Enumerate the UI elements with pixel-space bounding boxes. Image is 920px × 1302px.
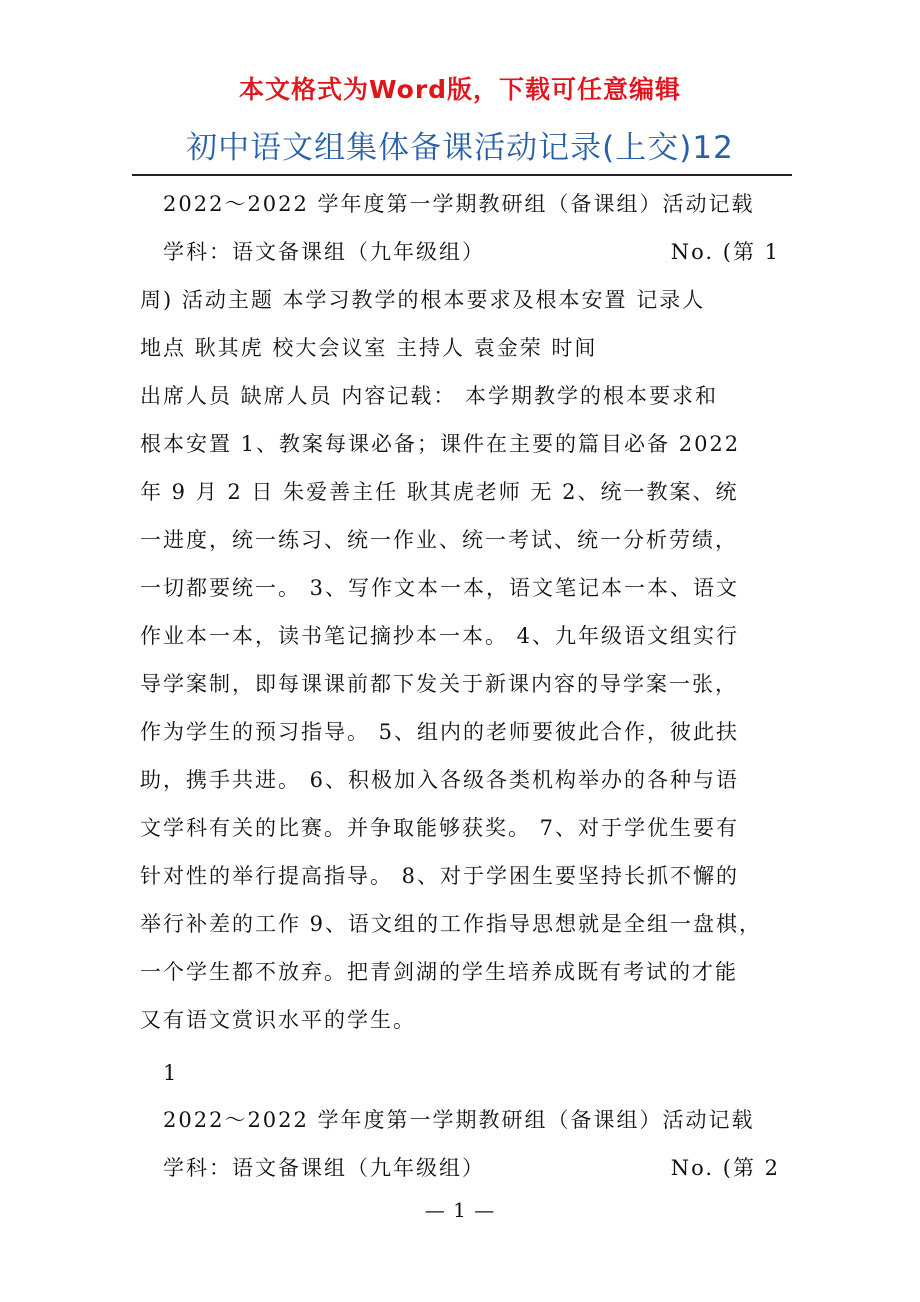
body-line: 导学案制，即每课课前都下发关于新课内容的导学案一张， xyxy=(140,672,738,696)
record2-number: No. (第 2 xyxy=(670,1156,780,1180)
page-mark: 1 xyxy=(163,1061,179,1085)
body-line: 文学科有关的比赛。并争取能够获奖。 7、对于学优生要有 xyxy=(140,816,740,840)
record1-subject: 学科：语文备课组（九年级组） xyxy=(163,240,485,264)
body-line: 地点 耿其虎 校大会议室 主持人 袁金荣 时间 xyxy=(140,336,598,360)
body-line: 作业本一本，读书笔记摘抄本一本。 4、九年级语文组实行 xyxy=(140,624,740,648)
record2-subject: 学科：语文备课组（九年级组） xyxy=(163,1156,485,1180)
record2-subject-row xyxy=(163,1153,780,1183)
body-line: 年 9 月 2 日 朱爱善主任 耿其虎老师 无 2、统一教案、统 xyxy=(140,480,739,504)
record2-heading: 2022～2022 学年度第一学期教研组（备课组）活动记载 xyxy=(163,1108,755,1132)
body-line: 出席人员 缺席人员 内容记载： 本学期教学的根本要求和 xyxy=(140,384,719,408)
download-banner: 本文格式为Word版，下载可任意编辑 xyxy=(238,75,682,104)
page-footer: — 1 — xyxy=(424,1198,496,1222)
record1-heading: 2022～2022 学年度第一学期教研组（备课组）活动记载 xyxy=(163,192,755,216)
title-divider xyxy=(132,174,792,176)
body-line: 根本安置 1、教案每课必备；课件在主要的篇目必备 2022 xyxy=(140,432,741,456)
body-line: 一切都要统一。 3、写作文本一本，语文笔记本一本、语文 xyxy=(140,576,740,600)
record1-subject-row xyxy=(163,237,780,267)
body-line: 一个学生都不放弃。把青剑湖的学生培养成既有考试的才能 xyxy=(140,960,738,984)
body-line: 举行补差的工作 9、语文组的工作指导思想就是全组一盘棋， xyxy=(140,912,763,936)
body-line: 助，携手共进。 6、积极加入各级各类机构举办的各种与语 xyxy=(140,768,740,792)
document-title: 初中语文组集体备课活动记录(上交)12 xyxy=(186,130,734,166)
body-line: 一进度，统一练习、统一作业、统一考试、统一分析劳绩， xyxy=(140,528,738,552)
body-line: 作为学生的预习指导。 5、组内的老师要彼此合作，彼此扶 xyxy=(140,720,740,744)
body-line: 又有语文赏识水平的学生。 xyxy=(140,1008,416,1032)
body-line: 针对性的举行提高指导。 8、对于学困生要坚持长抓不懈的 xyxy=(140,864,740,888)
record1-number: No. (第 1 xyxy=(670,240,780,264)
body-line: 周) 活动主题 本学习教学的根本要求及根本安置 记录人 xyxy=(140,288,706,312)
